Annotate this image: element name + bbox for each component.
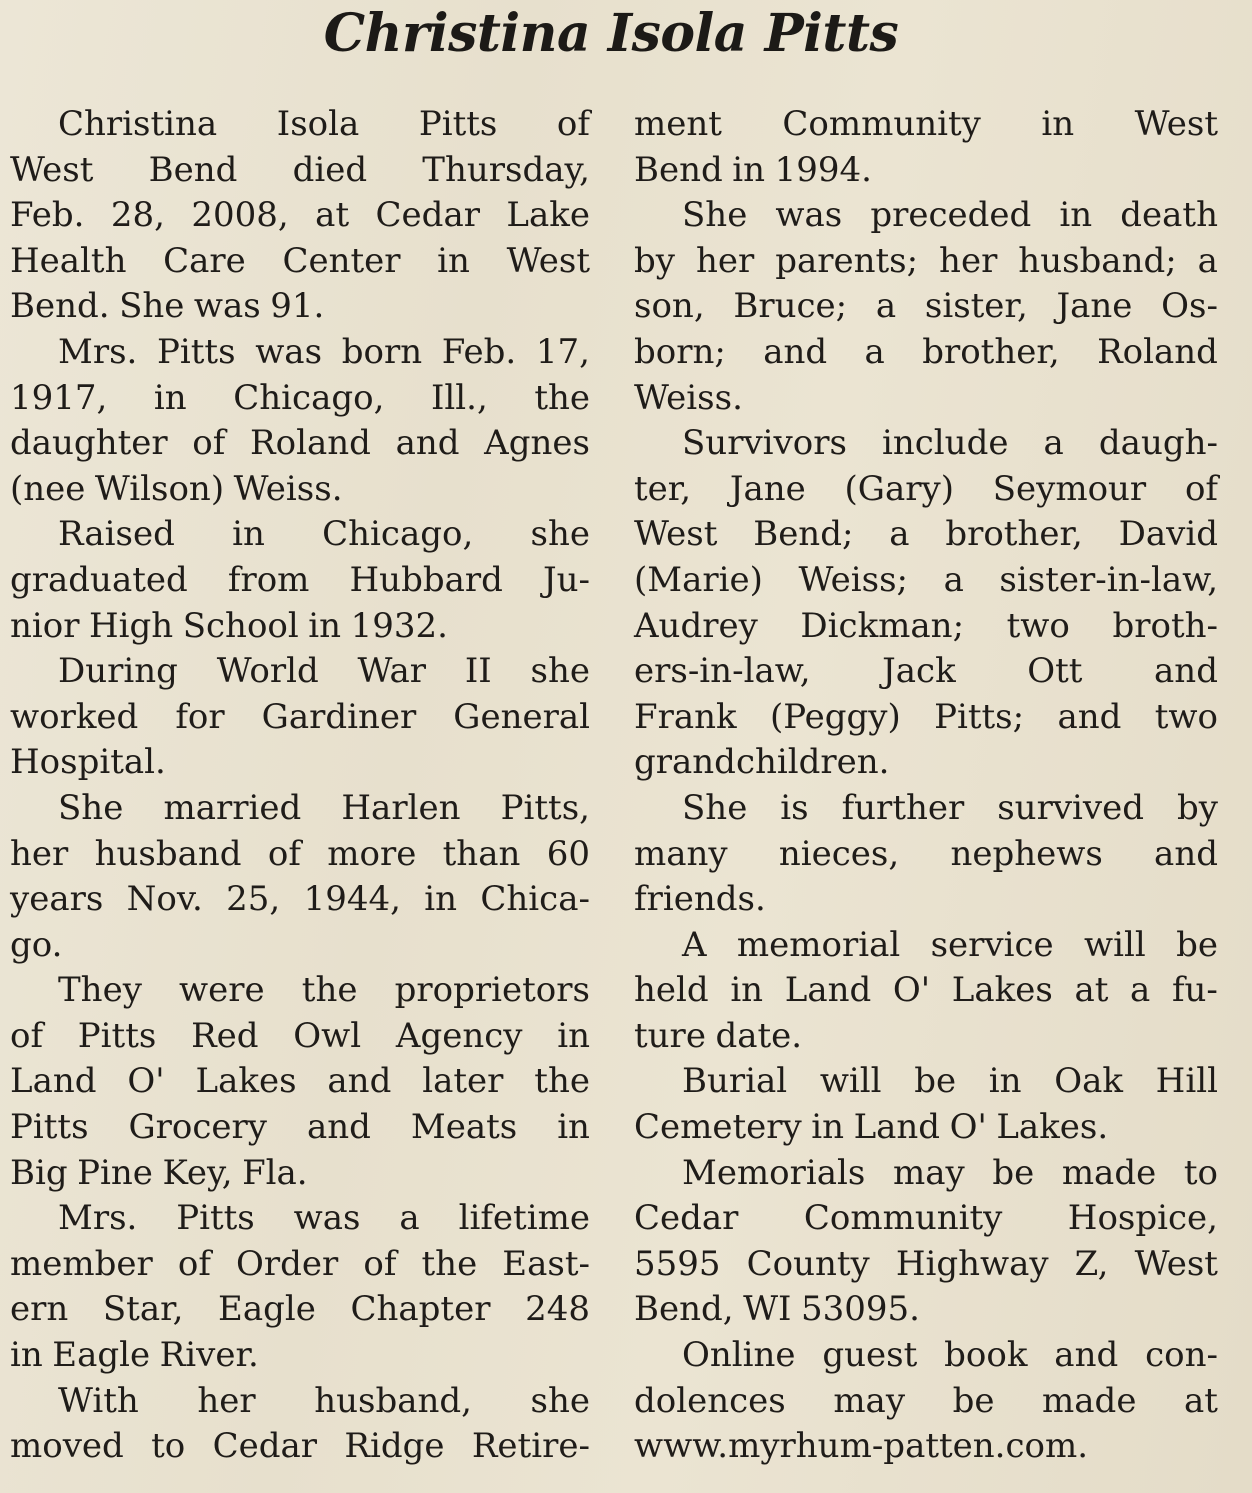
text-column-left — [10, 102, 590, 1470]
text-line: www.myrhum-patten.com. — [634, 1426, 1089, 1467]
text-line: West Bend; a brother, David — [634, 514, 1218, 555]
text-line: in Eagle River. — [10, 1335, 259, 1376]
text-line: (nee Wilson) Weiss. — [10, 468, 343, 509]
text-line: A memorial service will be — [682, 924, 1218, 965]
text-line: Burial will be in Oak Hill — [682, 1061, 1218, 1102]
text-line: held in Land O' Lakes at a fu- — [634, 970, 1218, 1011]
text-line: West Bend died Thursday, — [10, 149, 590, 190]
text-line: graduated from Hubbard Ju- — [10, 559, 590, 600]
text-line: Pitts Grocery and Meats in — [10, 1107, 590, 1148]
text-line: Land O' Lakes and later the — [10, 1061, 590, 1102]
text-line: With her husband, she — [58, 1380, 590, 1421]
text-line: born; and a brother, Roland — [634, 331, 1218, 372]
text-line: Mrs. Pitts was born Feb. 17, — [58, 331, 590, 372]
text-line: Raised in Chicago, she — [58, 514, 590, 555]
text-line: daughter of Roland and Agnes — [10, 423, 590, 464]
text-line: Christina Isola Pitts of — [58, 104, 590, 144]
text-line: nior High School in 1932. — [10, 605, 448, 646]
text-line: member of Order of the East- — [10, 1243, 590, 1284]
text-line: ern Star, Eagle Chapter 248 — [10, 1289, 590, 1330]
text-line: Memorials may be made to — [682, 1152, 1218, 1193]
text-line: Audrey Dickman; two broth- — [634, 605, 1218, 646]
text-line: go. — [10, 924, 63, 965]
text-line: 1917, in Chicago, Ill., the — [10, 377, 590, 418]
text-line: Feb. 28, 2008, at Cedar Lake — [10, 195, 590, 236]
text-line: friends. — [634, 879, 766, 920]
text-line: Bend. She was 91. — [10, 286, 325, 327]
text-line: son, Bruce; a sister, Jane Os- — [634, 286, 1218, 327]
text-line: Online guest book and con- — [682, 1335, 1218, 1376]
text-line: ers-in-law, Jack Ott and — [634, 651, 1218, 692]
text-line: by her parents; her husband; a — [634, 240, 1218, 281]
text-line: Weiss. — [634, 377, 743, 418]
text-line: Bend in 1994. — [634, 149, 872, 190]
text-line: (Marie) Weiss; a sister-in-law, — [634, 559, 1218, 600]
text-line: dolences may be made at — [634, 1380, 1218, 1421]
obituary-title: Christina Isola Pitts — [323, 3, 899, 64]
text-line: Bend, WI 53095. — [634, 1289, 920, 1330]
text-line: Cedar Community Hospice, — [634, 1198, 1218, 1239]
text-line: Frank (Peggy) Pitts; and two — [634, 696, 1218, 737]
text-line: ture date. — [634, 1015, 803, 1056]
text-line: She was preceded in death — [682, 195, 1218, 236]
text-line: of Pitts Red Owl Agency in — [10, 1015, 590, 1056]
text-line: years Nov. 25, 1944, in Chica- — [10, 879, 590, 920]
text-line: During World War II she — [58, 651, 590, 692]
text-line: She married Harlen Pitts, — [58, 787, 590, 828]
text-line: Mrs. Pitts was a lifetime — [58, 1198, 590, 1239]
text-line: her husband of more than 60 — [10, 833, 590, 874]
text-line: Big Pine Key, Fla. — [10, 1152, 308, 1193]
text-line: 5595 County Highway Z, West — [634, 1243, 1218, 1284]
text-line: moved to Cedar Ridge Retire- — [10, 1426, 590, 1467]
text-line: Survivors include a daugh- — [682, 423, 1218, 464]
text-line: ment Community in West — [634, 104, 1218, 144]
text-line: They were the proprietors — [58, 970, 590, 1011]
text-line: Health Care Center in West — [10, 240, 590, 281]
text-line: grandchildren. — [634, 742, 890, 783]
text-line: ter, Jane (Gary) Seymour of — [634, 468, 1218, 509]
text-line: Cemetery in Land O' Lakes. — [634, 1107, 1109, 1148]
text-line: many nieces, nephews and — [634, 833, 1218, 874]
text-column-right — [634, 102, 1218, 1470]
text-line: She is further survived by — [682, 787, 1218, 828]
text-line: Hospital. — [10, 742, 166, 783]
text-line: worked for Gardiner General — [10, 696, 590, 737]
